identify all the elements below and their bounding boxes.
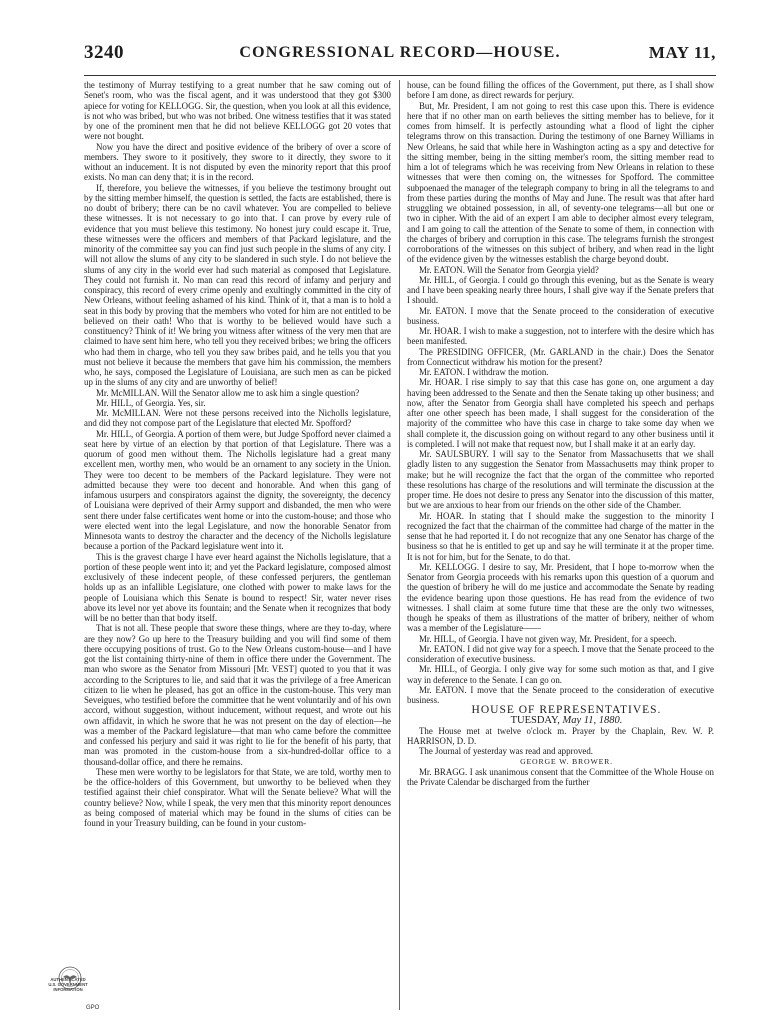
section-heading: HOUSE OF REPRESENTATIVES. [471,704,662,717]
paragraph: Mr. HILL, of Georgia. Yes, sir. [96,397,206,408]
paragraph: Mr. EATON. Will the Senator from Georgia yield? [419,264,599,275]
column-divider [399,80,400,1010]
paragraph: house, can be found filling the offices of the Government, put there, as I shall show before I am done, as direct rewards for perjury. [407,80,714,101]
paragraph: Now you have the direct and positive evidence of the bribery of over a score of members. They swore to it positively, they swore to it directly, they swore to it without an inducement. It is not disputed by even the minority report that this proof exists. No man can deny that; it is in the record. [84,141,391,183]
gpo-label: GPO [86,1005,100,1011]
paragraph: Mr. HOAR. In stating that I should make the suggestion to the minority I recognized the fact that the chairman of the committee had charge of the matter in the sense that he had reported it. I do not recognize that any one Senator has charge of the business so that he is entitled to get up and say he will terminate it at the proper time. It is not for him, but for the Senate, to do that. [407,510,714,562]
paragraph: Mr. HILL, of Georgia. I only give way for some such motion as that, and I give way in deference to the Senate. I can go on. [407,664,714,685]
left-column [84,80,391,1010]
subsection-title: GEORGE W. BROWER. [520,756,613,766]
paragraph: Mr. HILL, of Georgia. I have not given way, Mr. President, for a speech. [419,633,677,644]
paragraph: Mr. HOAR. I wish to make a suggestion, not to interfere with the desire which has been manifested. [407,326,714,347]
paragraph: Mr. KELLOGG. I desire to say, Mr. President, that I hope to-morrow when the Senator from Georgia proceeds with his remarks upon this question of a quorum and the question of bribery he will do me justice and accommodate the Senate by reading the evidence bearing upon those questions. He has read from the evidence of two witnesses. I shall claim at some future time that these are the only two witnesses, though he speaks of them as illustrations of the matter of bribery, neither of whom was a member of the Legislature—— [407,561,714,634]
paragraph: But, Mr. President, I am not going to rest this case upon this. There is evidence here that if no other man on earth believes the sitting member has to believe, for it comes from himself. It is perfectly astounding what a flood of light the cipher telegrams throw on this transaction. During the testimony of one Barney Williams in New Orleans, he said that while here in Washington acting as a spy and detective for the sitting member, being in the sitting member's room, the sitting member read to him a lot of telegrams which he was receiving from New Orleans in relation to these witnesses that were then coming on, the witnesses for Spofford. The committee subpoenaed the manager of the telegraph company to bring in all the telegrams to and from these parties during the months of May and June. The result was that after hard struggling we obtained possession, in all, of seventy-one telegrams—all but one or two in cipher. With the aid of an expert I am able to decipher almost every telegram, and I am going to call the attention of the Senate to some of them, in connection with the charges of bribery and corruption in this case. The telegrams furnish the strongest corroborations of the witnesses on this subject of bribery, and when read in the light of the evidence given by the witnesses establish the charge beyond doubt. [407,100,714,265]
header-date: MAY 11, [648,43,716,62]
stamp-text: AUTHENTICATED U.S. GOVERNMENT INFORMATION [48,977,88,992]
authentication-stamp [40,966,130,1018]
paragraph: If, therefore, you believe the witnesses, if you believe the testimony brought out by the sitting member himself, the question is settled, the facts are established, there is no doubt of bribery; there can be no cavil whatever. You are compelled to believe these witnesses. It is not necessary to go into that. I can prove by every rule of evidence that you must believe this testimony. No honest jury could escape it. True, these witnesses were the officers and members of that Packard legislature, and the minority of the committee say you can find just such people in the slums of any city. I will not allow the slums of any city to be slandered in such style. I do not believe the slums of any city in the world ever had such material as composed that Legislature. They could not furnish it. No man can read this record of infamy and perjury and conspiracy, this record of every crime openly and exultingly committed in the city of New Orleans, without feeling ashamed of his kind. Think of it, that a man is to hold a seat in this body by proving that the members who voted for him are not entitled to be believed on their oath! Who that is worthy to be believed would have such a constituency? Think of it! We bring you witness after witness of the very men that are claimed to have sent him here, who tell you they received bribes; we bring the officers who had them in charge, who tell you they saw bribes paid, and he tells you that you must not believe it because the members that gave him his commission, the members who, he says, composed the Legislature of Louisiana, are such men as can be picked up in the slums of any city and are unworthy of belief! [84,182,391,388]
running-title: CONGRESSIONAL RECORD—HOUSE. [239,44,561,61]
paragraph: Mr. HILL, of Georgia. I could go through this evening, but as the Senate is weary and I have been speaking nearly three hours, I shall give way if the Senate prefers that I should. [407,274,714,306]
session-day: May 11, 1880. [562,714,623,726]
paragraph: Mr. McMILLAN. Will the Senator allow me to ask him a single question? [96,387,360,398]
paragraph: Mr. HILL, of Georgia. A portion of them were, but Judge Spofford never claimed a seat here by virtue of an election by that portion of that Legislature. There was a quorum of good men without them. The Nicholls legislature had a great many excellent men, worthy men, who would be an ornament to any society in the Union. They were too decent to be members of the Packard legislature. They were not admitted because they were too decent and honorable. And when this gang of infamous usurpers and conspirators against the dignity, the sovereignty, the decency of Louisiana were deprived of their Army support and disbanded, the men who were sent there under false certificates went home or into the custom-house; and those who were elected went into the legal Legislature, and now the honorable Senator from Minnesota wants to destroy the character and the decency of the Nicholls legislature because a portion of the Packard legislature went into it. [84,428,391,552]
paragraph: the testimony of Murray testifying to a great number that he saw coming out of Senet's room, who was the fiscal agent, and it was understood that they got $300 apiece for voting for KELLOGG. Sir, the question, when you look at all this evidence, is not who was bribed, but who was not bribed. One witness testifies that it was stated by one of the prominent men that he did not believe KELLOGG got 20 votes that were not bought. [84,80,391,142]
paragraph: Mr. EATON. I move that the Senate proceed to the consideration of executive business. [407,305,714,326]
page-number: 3240 [84,42,124,63]
paragraph: Mr. SAULSBURY. I will say to the Senator from Massachusetts that we shall gladly listen to any suggestion the Senator from Massachusetts may think proper to make; but he will recognize the fact that the organ of the committee who reported these resolutions has charge of the resolutions and will terminate the discussion at the proper time. He does not desire to press any Senator into the discussion of this matter, but we are anxious to hear from our friends on the other side of the Chamber. [407,449,714,511]
session-weekday: TUESDAY, [510,714,560,726]
session-date [407,716,714,726]
paragraph: That is not all. These people that swore these things, where are they to-day, where are they now? Go up here to the Treasury building and you will find some of them there occupying positions of trust. Go to the New Orleans custom-house—and I have got the list containing thirty-nine of them in office there under the Government. The man who swore as the Senator from Missouri [Mr. VEST] quoted to you that it was according to the Scriptures to lie, and said that it was the privilege of a free American citizen to lie when he pleased, has got an office in the custom-house. This very man Seveigues, who testified before the committee that he went voluntarily and of his own accord, without suggestion, without inducement, without request, and wrote out his own affidavit, in which he swore that he was not present on the day of election—he was a member of the Packard legislature—that man who came before the committee and confessed his perjury and said it was right to lie for the benefit of his party, that man was promoted in the custom-house from a six-hundred-dollar office to a thousand-dollar office, and there he remains. [84,623,391,767]
paragraph: Mr. EATON. I move that the Senate proceed to the consideration of executive business. [407,684,714,705]
header-rule [84,75,716,76]
paragraph: Mr. EATON. I withdraw the motion. [419,367,549,377]
paragraph: This is the gravest charge I have ever heard against the Nicholls legislature, that a portion of these people went into it; and yet the Packard legislature, composed almost exclusively of these indecent people, of these confessed perjurers, the gentleman holds up as an infallible Legislature, one clothed with power to make laws for the people of Louisiana which this Senate is bound to respect! Sir, water never rises above its level nor yet above its fountain; and the Senate when it recognizes that body will be no better than that body itself. [84,551,391,623]
right-column [407,80,714,1010]
paragraph: Mr. HOAR. I rise simply to say that this case has gone on, one argument a day having been addressed to the Senate and then the Senate taking up other business; and now, after the Senator from Georgia shall have completed his speech and perhaps after one other speech has been made, I shall suggest for the consideration of the majority of the committee who have this case in charge to take some day when we shall complete it, the discussion going on without regard to any other business until it is completed. I will not make that request now, but I shall make it at an early day. [407,377,714,449]
paragraph: Mr. BRAGG. I ask unanimous consent that the Committee of the Whole House on the Private Calendar be discharged from the further [407,766,714,787]
paragraph: The Journal of yesterday was read and approved. [419,746,593,757]
paragraph: Mr. EATON. I did not give way for a speech. I move that the Senate proceed to the consideration of executive business. [407,643,714,664]
paragraph: The House met at twelve o'clock m. Prayer by the Chaplain, Rev. W. P. HARRISON, D. D. [407,725,714,746]
paragraph: These men were worthy to be legislators for that State, we are told, worthy men to be the office-holders of this Government, but unworthy to be believed when they testified against their chief conspirator. What will the Senate believe? What will the country believe? Now, while I speak, the very men that this minority report denounces as being composed of material which may be found in the slums of cities can be found in your Treasury building, can be found in your custom- [84,766,391,828]
page-header [84,42,716,72]
paragraph: The PRESIDING OFFICER, (Mr. GARLAND in the chair.) Does the Senator from Connecticut withdraw his motion for the present? [407,346,714,367]
paragraph: Mr. McMILLAN. Were not these persons received into the Nicholls legislature, and did they not compose part of the Legislature that elected Mr. Spofford? [84,408,391,429]
